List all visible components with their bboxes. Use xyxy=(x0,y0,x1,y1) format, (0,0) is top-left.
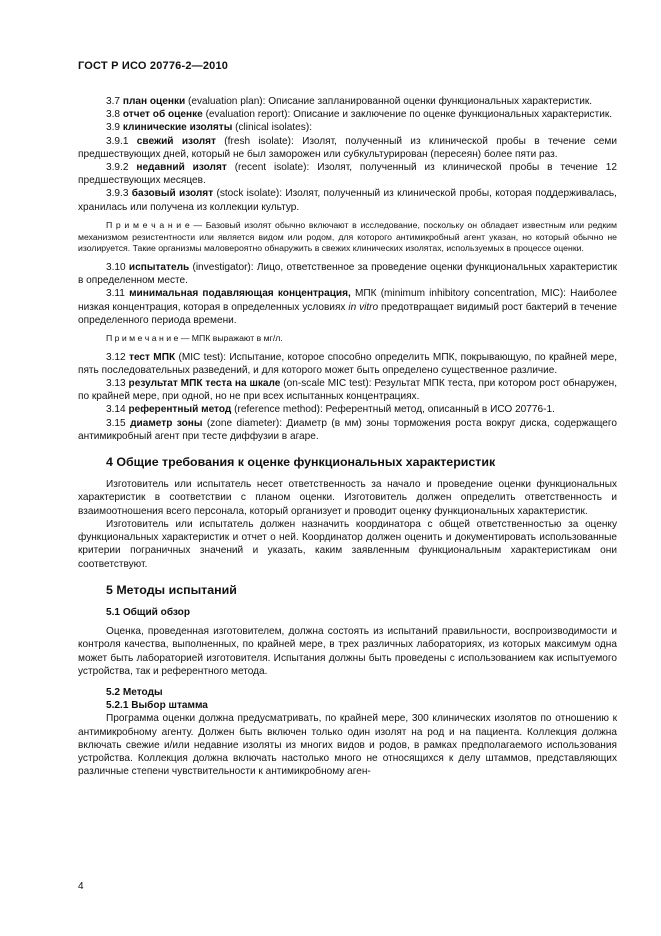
term-3-13: 3.13 результат МПК теста на шкале (on-scale MIC test): Результат МПК теста, при котором рост обнаружен, по крайней мере, при одной, но не при всех испытанных концентрациях. xyxy=(78,378,618,403)
term-3-15: 3.15 диаметр зоны (zone diameter): Диаметр (в мм) зоны торможения роста вокруг диска, содержащего антимикробный агент при тесте диффузии в агаре. xyxy=(78,417,617,442)
subsection-5-1-paragraph: Оценка, проведенная изготовителем, должна состоять из испытаний правильности, воспроизводимости и контроля качества, выполненных, по крайней мере, в трех различных лабораториях, из которых максимум одна может быть лабораторией изготовителя. Испытания должны быть проведены с использованием как испытуемого устройства, так и референтного метода. xyxy=(78,626,617,677)
note-mic-units: П р и м е ч а н и е — МПК выражают в мг/л. xyxy=(106,332,283,343)
subsection-5-2-1-paragraph: Программа оценки должна предусматривать, по крайней мере, 300 клинических изолятов по отношению к антимикробному агенту. Должен быть включен только один изолят на род и на пациента. Коллекция должна включать свежие и/или недавние изоляты из многих видов и родов, в рамках предполагаемого использования устройства. Коллекция должна включать настолько много не относящихся к делу штаммов, представляющих различные степени чувствительности к антимикробному аген- xyxy=(78,713,617,778)
subsection-5-2-1-heading: 5.2.1 Выбор штамма xyxy=(106,700,208,712)
term-3-11: 3.11 минимальная подавляющая концентрация, МПК (minimum inhibitory concentration, MIC): Наиболее низкая концентрация, которая в определенных условиях in vitro предотвращает видимый рост бактерий в течение определенного периода времени. xyxy=(78,288,617,326)
section-4-heading: 4 Общие требования к оценке функциональных характеристик xyxy=(106,455,496,470)
subsection-5-1-heading: 5.1 Общий обзор xyxy=(106,606,191,618)
section-4-paragraph-2: Изготовитель или испытатель должен назначить координатора с общей ответственностью за оценку функциональных характеристик и отчет о ней. Координатор должен оценить и документировать использованные критерии пограничных значений и указать, каким заявленным функциональным характеристикам они соответствуют. xyxy=(78,518,617,570)
section-4-paragraph-1: Изготовитель или испытатель несет ответственность за начало и проведение оценки функциональных характеристик в соответствии с планом оценки. Изготовитель должен определить ответственность и взаимоотношения всего персонала, который организует и проводит оценку функциональных характеристик. xyxy=(78,479,617,517)
term-3-10: 3.10 испытатель (investigator): Лицо, ответственное за проведение оценки функциональных характеристик в определенном месте. xyxy=(78,261,617,287)
term-3-9-2: 3.9.2 недавний изолят (recent isolate): Изолят, полученный из клинической пробы в течение 12 предшествующих месяцев. xyxy=(78,162,617,187)
subsection-5-2-heading: 5.2 Методы xyxy=(106,686,163,698)
term-3-9-1: 3.9.1 свежий изолят (fresh isolate): Изолят, полученный из клинической пробы в течение семи предшествующих дней, который не был заморожен или субкультурирован (пересеян) более пяти раз. xyxy=(78,135,617,160)
term-3-9-3: 3.9.3 базовый изолят (stock isolate): Изолят, полученный из клинической пробы, которая поддерживалась, хранилась или получена из коллекции культур. xyxy=(78,188,617,213)
term-3-12: 3.12 тест МПК (MIC test): Испытание, которое способно определить МПК, покрывающую, по крайней мере, пять последовательных разведений, и для которого может быть определено существенное различие. xyxy=(78,351,618,376)
note-stock-isolate: П р и м е ч а н и е — Базовый изолят обычно включают в исследование, поскольку он обладает известным или редким механизмом резистентности или является видом или родом, для которого антимикробный агент указан, но который обычно не изолируется. Такие организмы маловероятно обнаружить в свежих клинических изолятах, используемых в процессе оценки. xyxy=(78,219,617,254)
term-3-9: 3.9 клинические изоляты (clinical isolates): xyxy=(106,122,312,134)
document-body xyxy=(78,95,617,778)
term-3-7: 3.7 план оценки (evaluation plan): Описание запланированной оценки функциональных характеристик. xyxy=(106,96,593,107)
section-5-heading: 5 Методы испытаний xyxy=(106,582,237,597)
term-3-8: 3.8 отчет об оценке (evaluation report): Описание и заключение по оценке функциональных характеристик. xyxy=(106,109,613,121)
page-number: 4 xyxy=(78,881,84,892)
term-3-14: 3.14 референтный метод (reference method): Референтный метод, описанный в ИСО 20776-1. xyxy=(106,404,555,416)
document-header: ГОСТ Р ИСО 20776-2—2010 xyxy=(78,60,229,72)
